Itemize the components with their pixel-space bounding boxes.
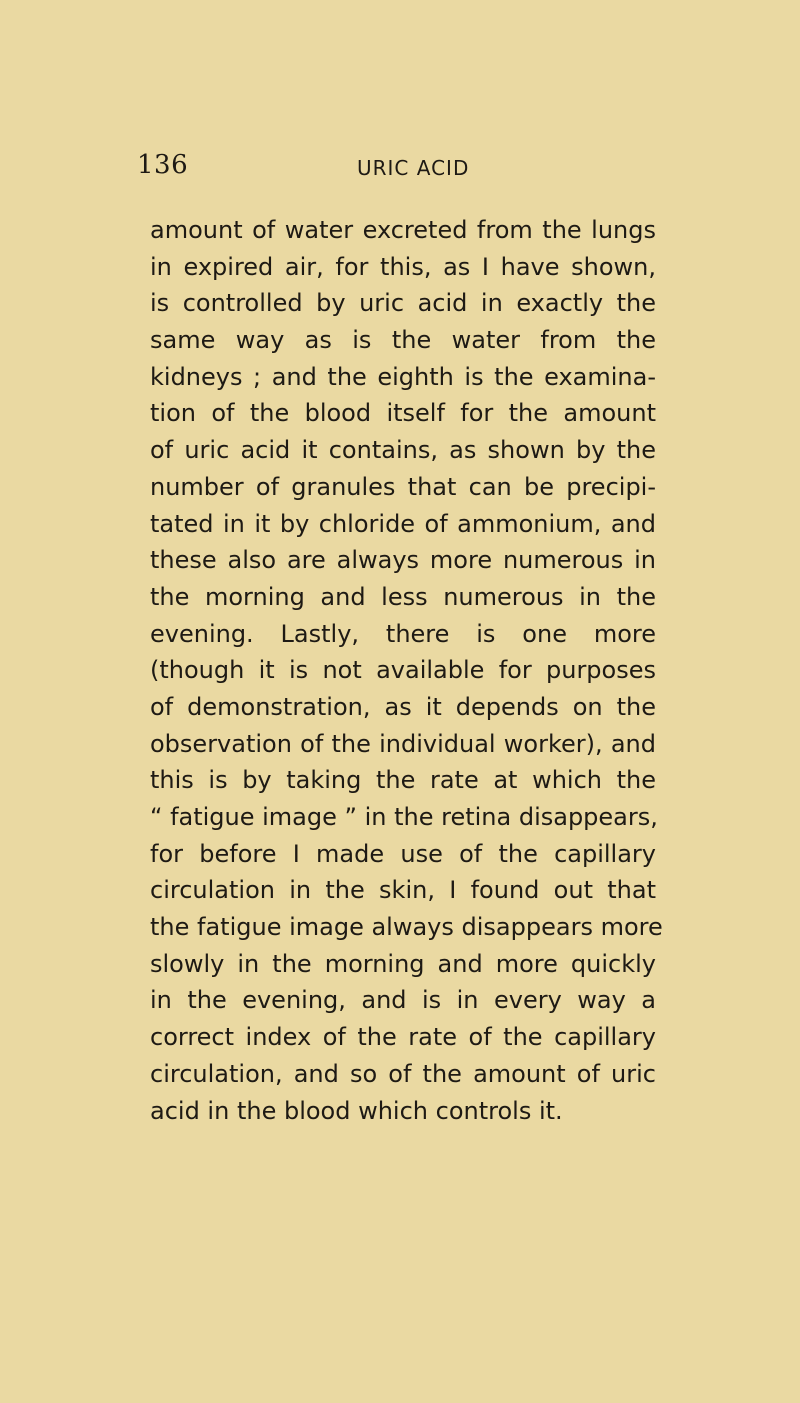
text-line: circulation, and so of the amount of uric	[150, 1059, 656, 1088]
text-line: “ fatigue image ” in the retina disappears,	[150, 803, 658, 831]
text-line: (though it is not available for purposes	[150, 656, 656, 685]
page-number: 136	[137, 150, 189, 180]
text-line: the morning and less numerous in the	[150, 582, 656, 611]
text-line: number of granules that can be precipi-	[150, 472, 656, 501]
text-line: this is by taking the rate at which the	[150, 766, 656, 795]
text-line: same way as is the water from the	[150, 326, 656, 355]
text-line: in expired air, for this, as I have shown,	[150, 252, 656, 281]
text-line: for before I made use of the capillary	[150, 839, 656, 868]
text-line: these also are always more numerous in	[150, 546, 656, 575]
text-line: of uric acid it contains, as shown by the	[150, 436, 656, 465]
running-title: URIC ACID	[357, 156, 470, 180]
text-line: slowly in the morning and more quickly	[150, 949, 656, 978]
text-line: the fatigue image always disappears more	[150, 913, 663, 942]
text-line: amount of water excreted from the lungs	[150, 216, 656, 244]
text-line: correct index of the rate of the capillary	[150, 1023, 656, 1052]
text-line: kidneys ; and the eighth is the examina-	[150, 362, 656, 391]
text-line: is controlled by uric acid in exactly the	[150, 289, 656, 318]
text-line: circulation in the skin, I found out that	[150, 876, 656, 905]
text-line: observation of the individual worker), and	[150, 729, 656, 758]
text-line: acid in the blood which controls it.	[150, 1096, 563, 1125]
body-paragraph	[150, 212, 663, 1129]
text-line: evening. Lastly, there is one more	[150, 619, 656, 648]
page-header	[0, 150, 800, 190]
text-line: tated in it by chloride of ammonium, and	[150, 509, 656, 538]
text-line: tion of the blood itself for the amount	[150, 399, 656, 428]
text-line: of demonstration, as it depends on the	[150, 692, 656, 721]
text-line: in the evening, and is in every way a	[150, 986, 656, 1015]
